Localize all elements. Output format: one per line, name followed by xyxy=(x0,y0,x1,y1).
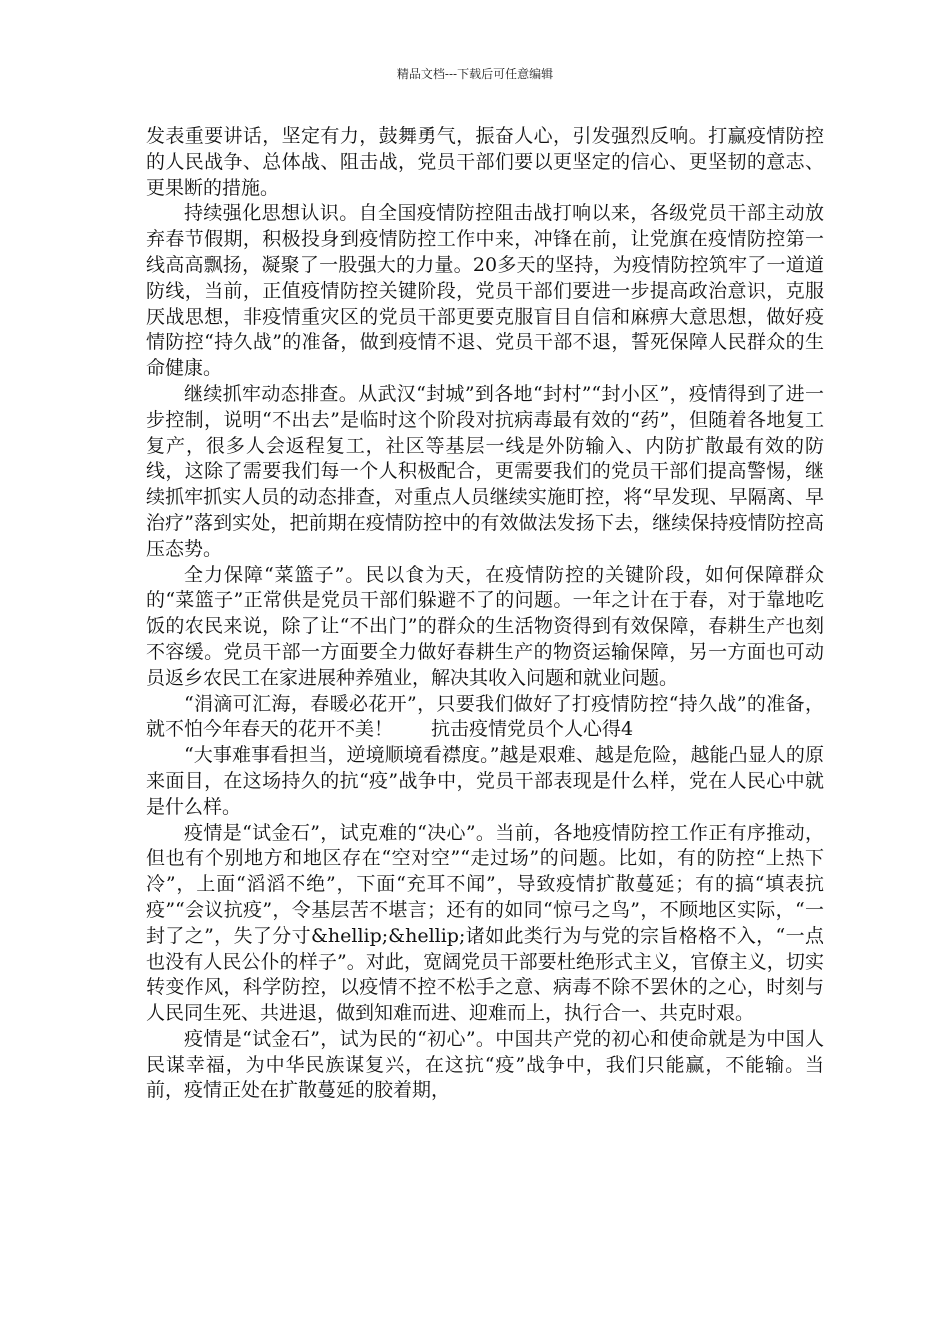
page-header: 精品文档---下载后可任意编辑 xyxy=(396,67,554,81)
paragraph-5: “涓滴可汇海，春暖必花开”，只要我们做好了打疫情防控“持久战”的准备，就不怕今年春天的花开不美！ 抗击疫情党员个人心得4 xyxy=(146,692,824,741)
paragraph-8: 疫情是“试金石”，试为民的“初心”。中国共产党的初心和使命就是为中国人民谋幸福，为中华民族谋复兴，在这抗“疫”战争中，我们只能赢，不能输。当前，疫情正处在扩散蔓延的胶着期， xyxy=(146,1027,824,1102)
paragraph-2: 持续强化思想认识。自全国疫情防控阻击战打响以来，各级党员干部主动放弃春节假期，积极投身到疫情防控工作中来，冲锋在前，让党旗在疫情防控第一线高高飘扬，凝聚了一股强大的力量。20多天的坚持，为疫情防控筑牢了一道道防线，当前，正值疫情防控关键阶段，党员干部们要进一步提高政治意识，克服厌战思想，非疫情重灾区的党员干部更要克服盲目自信和麻痹大意思想，做好疫情防控“持久战”的准备，做到疫情不退、党员干部不退，誓死保障人民群众的生命健康。 xyxy=(146,202,824,380)
paragraph-4: 全力保障“菜篮子”。民以食为天，在疫情防控的关键阶段，如何保障群众的“菜篮子”正常供是党员干部们躲避不了的问题。一年之计在于春，对于靠地吃饭的农民来说，除了让“不出门”的群众的生活物资得到有效保障，春耕生产也刻不容缓。党员干部一方面要全力做好春耕生产的物资运输保障，另一方面也可动员返乡农民工在家进展种养殖业，解决其收入问题和就业问题。 xyxy=(146,563,824,689)
paragraph-1: 发表重要讲话，坚定有力，鼓舞勇气，振奋人心，引发强烈反响。打赢疫情防控的人民战争、总体战、阻击战，党员干部们要以更坚定的信心、更坚韧的意志、更果断的措施。 xyxy=(146,125,824,199)
paragraph-3: 继续抓牢动态排查。从武汉“封城”到各地“封村”“封小区”，疫情得到了进一步控制，说明“不出去”是临时这个阶段对抗病毒最有效的“药”，但随着各地复工复产，很多人会返程复工，社区等基层一线是外防输入、内防扩散最有效的防线，这除了需要我们每一个人积极配合，更需要我们的党员干部们提高警惕，继续抓牢抓实人员的动态排查，对重点人员继续实施盯控，将“早发现、早隔离、早治疗”落到实处，把前期在疫情防控中的有效做法发扬下去，继续保持疫情防控高压态势。 xyxy=(146,382,824,560)
paragraph-6: “大事难事看担当，逆境顺境看襟度。”越是艰难、越是危险，越能凸显人的原来面目，在这场持久的抗“疫”战争中，党员干部表现是什么样，党在人民心中就是什么样。 xyxy=(146,744,824,818)
document-body xyxy=(146,124,824,1104)
paragraph-7: 疫情是“试金石”，试克难的“决心”。当前，各地疫情防控工作正有序推动，但也有个别地方和地区存在“空对空”“走过场”的问题。比如，有的防控“上热下冷”，上面“滔滔不绝”，下面“充耳不闻”，导致疫情扩散蔓延；有的搞“填表抗疫”“会议抗疫”，令基层苦不堪言；还有的如同“惊弓之鸟”，不顾地区实际，“一封了之”，失了分寸&hellip;&hellip;诸如此类行为与党的宗旨格格不入，“一点也没有人民公仆的样子”。对此，宽阔党员干部要杜绝形式主义，官僚主义，切实转变作风，科学防控，以疫情不控不松手之意、病毒不除不罢休的之心，时刻与人民同生死、共进退，做到知难而进、迎难而上，执行合一、共克时艰。 xyxy=(146,821,824,1025)
